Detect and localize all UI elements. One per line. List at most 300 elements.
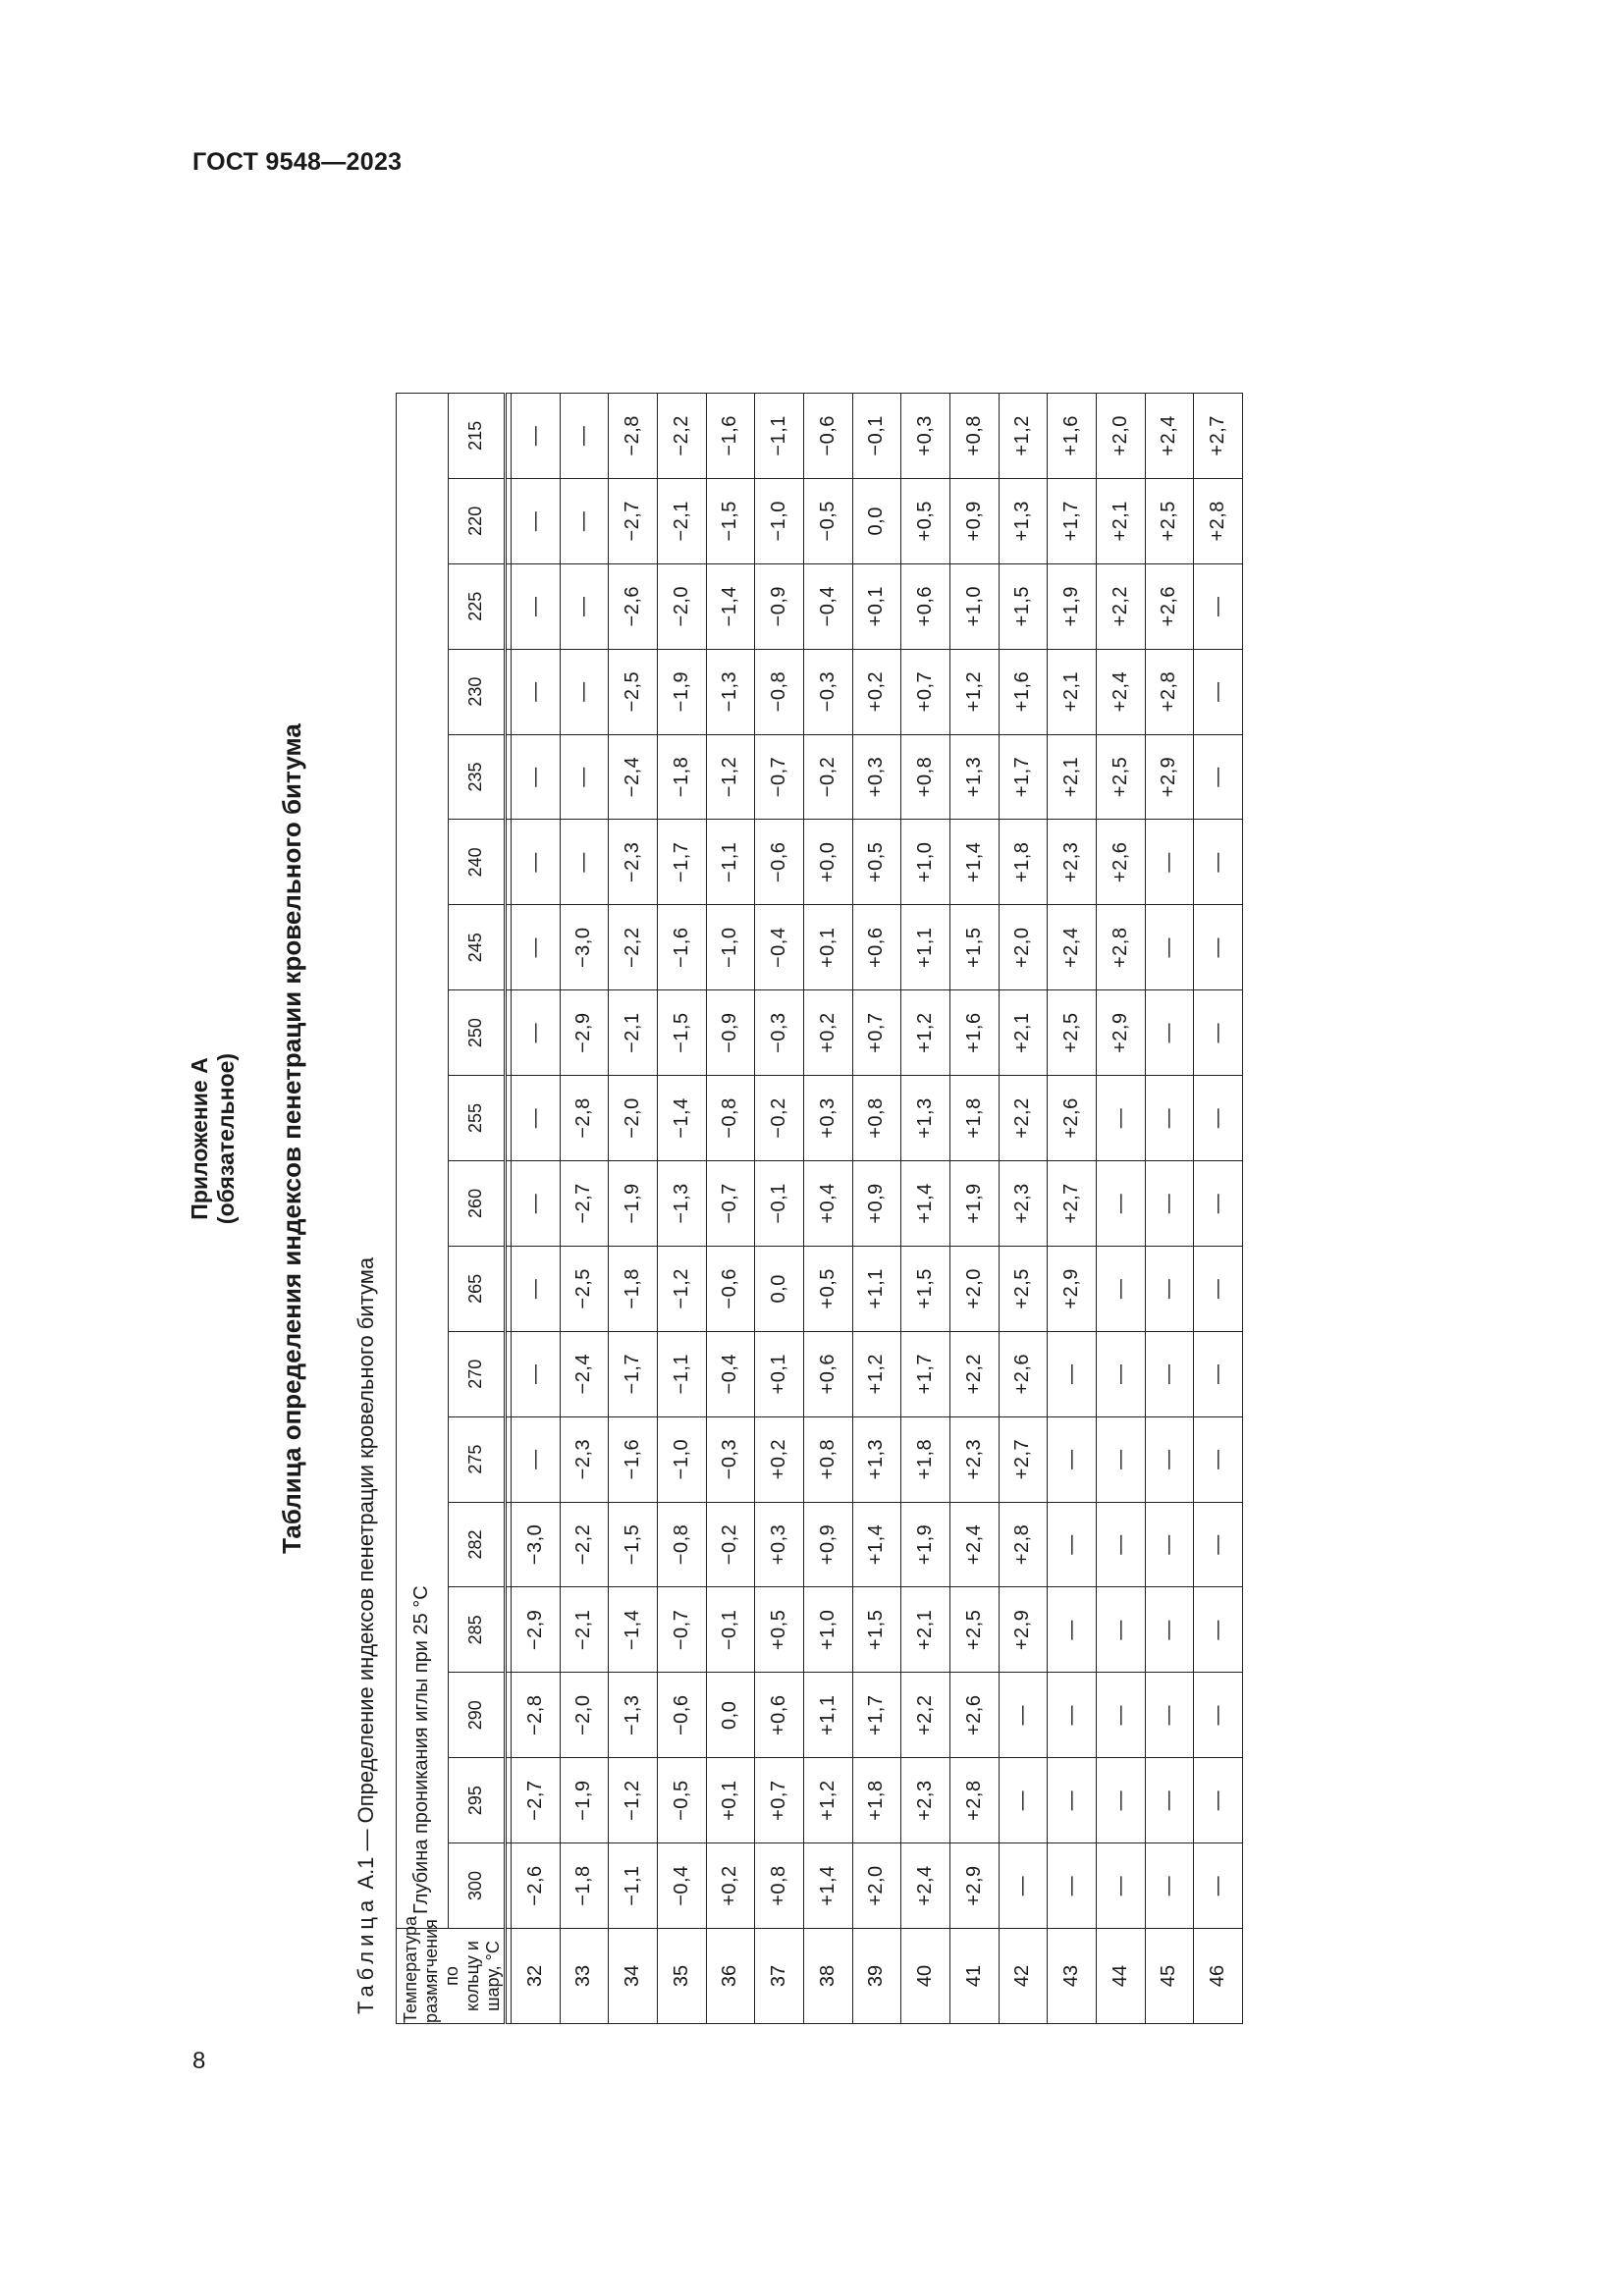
penetration-index-cell: +2,3: [901, 1758, 950, 1843]
penetration-index-cell: +1,8: [949, 1076, 999, 1161]
penetration-index-cell: +2,2: [1096, 563, 1145, 649]
penetration-index-cell: −0,3: [755, 990, 804, 1076]
penetration-index-cell: —: [1096, 1076, 1145, 1161]
penetration-index-cell: +1,4: [901, 1160, 950, 1246]
penetration-index-cell: −0,4: [755, 905, 804, 990]
penetration-index-cell: +0,1: [706, 1758, 755, 1843]
penetration-index-cell: +1,2: [999, 393, 1048, 478]
penetration-index-cell: +1,4: [803, 1843, 852, 1929]
penetration-index-cell: +2,5: [999, 1246, 1048, 1331]
penetration-index-cell: +1,1: [901, 905, 950, 990]
depth-header-cell: 220: [448, 478, 505, 563]
penetration-index-cell: +2,7: [999, 1416, 1048, 1502]
penetration-index-cell: +1,6: [999, 649, 1048, 734]
penetration-index-cell: —: [1096, 1160, 1145, 1246]
penetration-index-cell: +1,5: [901, 1246, 950, 1331]
penetration-index-cell: —: [1145, 820, 1194, 905]
softening-temperature-cell: 42: [999, 1929, 1048, 2024]
penetration-index-cell: −3,0: [512, 1502, 561, 1587]
softening-temperature-cell: 35: [657, 1929, 706, 2024]
penetration-index-cell: −2,0: [560, 1673, 609, 1758]
penetration-index-cell: −0,1: [706, 1587, 755, 1673]
penetration-index-cell: —: [1145, 1587, 1194, 1673]
penetration-index-cell: −3,0: [560, 905, 609, 990]
penetration-index-cell: —: [1048, 1673, 1097, 1758]
penetration-index-cell: —: [1048, 1331, 1097, 1416]
depth-header-cell: 295: [448, 1758, 505, 1843]
penetration-index-cell: −0,4: [657, 1843, 706, 1929]
depth-header-cell: 235: [448, 734, 505, 820]
penetration-index-cell: −1,8: [560, 1843, 609, 1929]
table-row: [1096, 393, 1145, 2023]
table-row: [609, 393, 658, 2023]
penetration-index-cell: −0,3: [706, 1416, 755, 1502]
penetration-index-cell: —: [1194, 1587, 1243, 1673]
penetration-index-cell: −2,8: [609, 393, 658, 478]
penetration-index-cell: +1,1: [852, 1246, 901, 1331]
penetration-index-cell: −0,7: [706, 1160, 755, 1246]
penetration-index-cell: −1,2: [657, 1246, 706, 1331]
penetration-index-cell: −1,0: [706, 905, 755, 990]
penetration-index-cell: −0,7: [755, 734, 804, 820]
penetration-index-cell: +1,3: [852, 1416, 901, 1502]
table-caption-text: — Определение индексов пенетрации кровельного битума: [353, 1256, 378, 1851]
penetration-index-cell: +1,8: [901, 1416, 950, 1502]
penetration-index-cell: —: [512, 393, 561, 478]
penetration-index-cell: +1,8: [852, 1758, 901, 1843]
penetration-index-cell: −0,5: [657, 1758, 706, 1843]
penetration-index-cell: 0,0: [706, 1673, 755, 1758]
penetration-index-cell: −0,2: [706, 1502, 755, 1587]
penetration-index-cell: −2,2: [560, 1502, 609, 1587]
rotated-landscape-content: [187, 216, 1247, 2061]
penetration-index-cell: +0,2: [755, 1416, 804, 1502]
penetration-index-cell: +2,7: [1048, 1160, 1097, 1246]
penetration-index-cell: —: [560, 649, 609, 734]
penetration-index-cell: +1,5: [852, 1587, 901, 1673]
penetration-index-cell: +0,5: [852, 820, 901, 905]
penetration-index-cell: +1,9: [901, 1502, 950, 1587]
table-row: [1145, 393, 1194, 2023]
penetration-index-cell: —: [1145, 1076, 1194, 1161]
depth-header-cell: 215: [448, 393, 505, 478]
penetration-index-cell: +0,3: [803, 1076, 852, 1161]
penetration-index-cell: +0,3: [901, 393, 950, 478]
penetration-index-cell: +0,3: [755, 1502, 804, 1587]
penetration-index-cell: —: [560, 478, 609, 563]
penetration-index-cell: +2,4: [949, 1502, 999, 1587]
penetration-index-cell: —: [1145, 1758, 1194, 1843]
penetration-index-cell: −0,7: [657, 1587, 706, 1673]
penetration-index-cell: 0,0: [755, 1246, 804, 1331]
penetration-index-cell: —: [1145, 1673, 1194, 1758]
penetration-index-cell: —: [1194, 1843, 1243, 1929]
penetration-index-cell: —: [1145, 905, 1194, 990]
penetration-index-cell: —: [560, 393, 609, 478]
penetration-index-cell: +2,6: [949, 1673, 999, 1758]
penetration-index-cell: —: [1194, 1758, 1243, 1843]
softening-temperature-cell: 36: [706, 1929, 755, 2024]
penetration-index-cell: −2,7: [560, 1160, 609, 1246]
table-row: [560, 393, 609, 2023]
depth-header-cell: 225: [448, 563, 505, 649]
penetration-index-cell: +0,7: [901, 649, 950, 734]
penetration-index-cell: +2,0: [949, 1246, 999, 1331]
table-row: [706, 393, 755, 2023]
penetration-index-cell: +2,1: [1096, 478, 1145, 563]
penetration-index-cell: −0,1: [755, 1160, 804, 1246]
appendix-title: Таблица определения индексов пенетрации кровельного битума: [277, 723, 306, 1554]
penetration-index-cell: +2,4: [1096, 649, 1145, 734]
penetration-index-cell: −0,3: [803, 649, 852, 734]
softening-temperature-cell: 38: [803, 1929, 852, 2024]
header-row-top: [397, 393, 449, 2023]
penetration-index-cell: +2,8: [1096, 905, 1145, 990]
penetration-index-cell: −2,1: [609, 990, 658, 1076]
penetration-index-cell: —: [1096, 1758, 1145, 1843]
softening-temperature-cell: 46: [1194, 1929, 1243, 2024]
penetration-index-cell: +0,8: [949, 393, 999, 478]
penetration-index-cell: −2,6: [609, 563, 658, 649]
penetration-index-cell: —: [1194, 820, 1243, 905]
penetration-index-cell: −0,5: [803, 478, 852, 563]
penetration-index-cell: −1,4: [706, 563, 755, 649]
penetration-index-cell: +0,1: [852, 563, 901, 649]
penetration-index-cell: —: [512, 820, 561, 905]
penetration-index-cell: −1,0: [755, 478, 804, 563]
penetration-index-cell: −1,8: [609, 1246, 658, 1331]
penetration-index-cell: +2,4: [1145, 393, 1194, 478]
penetration-index-cell: +1,2: [949, 649, 999, 734]
penetration-index-cell: −0,4: [803, 563, 852, 649]
penetration-index-cell: +1,0: [949, 563, 999, 649]
penetration-index-cell: —: [999, 1758, 1048, 1843]
penetration-index-cell: +2,8: [949, 1758, 999, 1843]
penetration-index-cell: −2,3: [609, 820, 658, 905]
penetration-index-cell: −1,7: [609, 1331, 658, 1416]
penetration-index-cell: +0,0: [803, 820, 852, 905]
penetration-index-cell: +2,9: [1048, 1246, 1097, 1331]
softening-temperature-cell: 37: [755, 1929, 804, 2024]
penetration-index-cell: —: [1048, 1587, 1097, 1673]
table-body: [506, 393, 1243, 2023]
penetration-index-cell: −2,2: [657, 393, 706, 478]
penetration-index-cell: +0,8: [803, 1416, 852, 1502]
penetration-index-cell: +0,3: [852, 734, 901, 820]
penetration-index-cell: −1,1: [609, 1843, 658, 1929]
depth-group-header: Глубина проникания иглы при 25 °С: [397, 393, 449, 1928]
penetration-index-cell: −1,8: [657, 734, 706, 820]
penetration-index-cell: +0,8: [755, 1843, 804, 1929]
penetration-index-cell: —: [512, 1076, 561, 1161]
softening-temperature-cell: 44: [1096, 1929, 1145, 2024]
penetration-index-cell: −0,9: [706, 990, 755, 1076]
penetration-index-cell: +1,6: [1048, 393, 1097, 478]
table-caption: [353, 1257, 379, 2014]
penetration-index-cell: +2,3: [999, 1160, 1048, 1246]
table-caption-prefix: Таблица: [353, 1895, 378, 2014]
penetration-index-cell: −1,3: [609, 1673, 658, 1758]
penetration-index-cell: −0,6: [755, 820, 804, 905]
penetration-index-cell: +0,6: [803, 1331, 852, 1416]
penetration-index-cell: —: [1194, 649, 1243, 734]
penetration-index-cell: −1,9: [609, 1160, 658, 1246]
penetration-index-cell: —: [1194, 563, 1243, 649]
depth-header-cell: 245: [448, 905, 505, 990]
table-row: [657, 393, 706, 2023]
softening-temperature-cell: 40: [901, 1929, 950, 2024]
penetration-index-cell: −1,5: [706, 478, 755, 563]
table-row: [803, 393, 852, 2023]
penetration-index-cell: +2,8: [1194, 478, 1243, 563]
penetration-index-cell: +2,0: [999, 905, 1048, 990]
penetration-index-cell: +0,1: [803, 905, 852, 990]
penetration-index-cell: —: [1145, 1331, 1194, 1416]
penetration-index-cell: −0,6: [803, 393, 852, 478]
depth-values-row: [448, 393, 505, 2023]
penetration-index-cell: −2,1: [657, 478, 706, 563]
penetration-index-cell: +2,0: [1096, 393, 1145, 478]
penetration-index-cell: +1,4: [949, 820, 999, 905]
penetration-index-cell: −1,4: [657, 1076, 706, 1161]
penetration-index-cell: −2,3: [560, 1416, 609, 1502]
penetration-index-cell: −2,4: [560, 1331, 609, 1416]
penetration-index-cell: −1,2: [706, 734, 755, 820]
penetration-index-cell: −2,0: [609, 1076, 658, 1161]
penetration-index-cell: +2,2: [901, 1673, 950, 1758]
appendix-label: Приложение А: [187, 1057, 212, 1220]
depth-header-cell: 270: [448, 1331, 505, 1416]
depth-header-cell: 240: [448, 820, 505, 905]
penetration-index-cell: +1,8: [999, 820, 1048, 905]
penetration-index-cell: +0,5: [901, 478, 950, 563]
penetration-index-cell: +0,4: [803, 1160, 852, 1246]
penetration-index-cell: —: [1048, 1843, 1097, 1929]
table-row: [901, 393, 950, 2023]
penetration-index-cell: +0,9: [852, 1160, 901, 1246]
penetration-index-cell: —: [1048, 1758, 1097, 1843]
penetration-index-cell: +0,9: [949, 478, 999, 563]
penetration-index-cell: —: [512, 1416, 561, 1502]
penetration-index-cell: +1,5: [999, 563, 1048, 649]
penetration-index-cell: +0,6: [901, 563, 950, 649]
penetration-index-cell: −0,2: [803, 734, 852, 820]
depth-header-cell: 250: [448, 990, 505, 1076]
penetration-index-cell: —: [512, 563, 561, 649]
penetration-index-cell: −2,0: [657, 563, 706, 649]
penetration-index-cell: +1,2: [852, 1331, 901, 1416]
penetration-index-cell: +2,4: [1048, 905, 1097, 990]
penetration-index-cell: —: [1194, 734, 1243, 820]
penetration-index-cell: −2,8: [512, 1673, 561, 1758]
penetration-index-cell: +1,6: [949, 990, 999, 1076]
penetration-index-cell: —: [512, 905, 561, 990]
penetration-index-cell: +2,5: [1096, 734, 1145, 820]
penetration-index-cell: —: [1096, 1246, 1145, 1331]
penetration-index-cell: —: [1145, 1246, 1194, 1331]
penetration-index-cell: −1,3: [706, 649, 755, 734]
penetration-index-cell: —: [1145, 1160, 1194, 1246]
penetration-index-cell: +2,6: [1048, 1076, 1097, 1161]
penetration-index-cell: +1,2: [901, 990, 950, 1076]
depth-header-cell: 275: [448, 1416, 505, 1502]
penetration-index-cell: +0,6: [755, 1673, 804, 1758]
penetration-index-cell: −1,6: [657, 905, 706, 990]
penetration-index-cell: —: [1145, 1843, 1194, 1929]
penetration-index-table: [396, 393, 1243, 2024]
penetration-index-cell: +0,1: [755, 1331, 804, 1416]
penetration-index-cell: −2,4: [609, 734, 658, 820]
penetration-index-cell: —: [1194, 905, 1243, 990]
penetration-index-cell: —: [1096, 1673, 1145, 1758]
penetration-index-cell: +2,1: [1048, 649, 1097, 734]
penetration-index-cell: +1,9: [1048, 563, 1097, 649]
table-row: [755, 393, 804, 2023]
penetration-index-cell: —: [1194, 1076, 1243, 1161]
penetration-index-cell: −2,9: [560, 990, 609, 1076]
penetration-index-cell: −1,1: [706, 820, 755, 905]
penetration-index-cell: −1,7: [657, 820, 706, 905]
penetration-index-cell: —: [1194, 1160, 1243, 1246]
penetration-index-cell: +2,8: [999, 1502, 1048, 1587]
penetration-index-cell: −2,6: [512, 1843, 561, 1929]
penetration-index-cell: +2,6: [1145, 563, 1194, 649]
penetration-index-cell: +0,8: [901, 734, 950, 820]
penetration-index-cell: −2,9: [512, 1587, 561, 1673]
softening-temperature-cell: 32: [512, 1929, 561, 2024]
penetration-index-cell: —: [1194, 1246, 1243, 1331]
penetration-index-cell: —: [560, 820, 609, 905]
penetration-index-cell: —: [1194, 1502, 1243, 1587]
penetration-index-cell: +1,5: [949, 905, 999, 990]
penetration-index-cell: +2,6: [999, 1331, 1048, 1416]
penetration-index-cell: −1,1: [755, 393, 804, 478]
penetration-index-cell: −2,1: [560, 1587, 609, 1673]
penetration-index-cell: −1,5: [657, 990, 706, 1076]
penetration-index-cell: −0,6: [657, 1673, 706, 1758]
penetration-index-cell: —: [512, 649, 561, 734]
penetration-index-cell: +1,1: [803, 1673, 852, 1758]
penetration-index-cell: —: [512, 1160, 561, 1246]
penetration-index-cell: −1,6: [706, 393, 755, 478]
depth-header-cell: 265: [448, 1246, 505, 1331]
depth-header-cell: 290: [448, 1673, 505, 1758]
penetration-index-cell: +2,0: [852, 1843, 901, 1929]
appendix-status: (обязательное): [213, 1052, 239, 1225]
table-row: [1048, 393, 1097, 2023]
penetration-index-cell: 0,0: [852, 478, 901, 563]
penetration-index-cell: +0,8: [852, 1076, 901, 1161]
table-row: [852, 393, 901, 2023]
table-row: [512, 393, 561, 2023]
penetration-index-cell: −1,9: [657, 649, 706, 734]
penetration-index-cell: −0,1: [852, 393, 901, 478]
penetration-index-cell: —: [1048, 1416, 1097, 1502]
document-code: ГОСТ 9548—2023: [192, 148, 403, 176]
penetration-index-cell: +2,1: [901, 1587, 950, 1673]
penetration-index-cell: −1,6: [609, 1416, 658, 1502]
penetration-index-cell: −2,8: [560, 1076, 609, 1161]
penetration-index-cell: +2,5: [949, 1587, 999, 1673]
penetration-index-cell: +2,4: [901, 1843, 950, 1929]
penetration-index-cell: +1,9: [949, 1160, 999, 1246]
softening-temperature-cell: 43: [1048, 1929, 1097, 2024]
penetration-index-cell: +0,7: [755, 1758, 804, 1843]
penetration-index-cell: −0,6: [706, 1246, 755, 1331]
penetration-index-cell: +1,7: [852, 1673, 901, 1758]
penetration-index-cell: −1,4: [609, 1587, 658, 1673]
penetration-index-cell: −0,8: [706, 1076, 755, 1161]
penetration-index-cell: —: [999, 1843, 1048, 1929]
depth-header-cell: 230: [448, 649, 505, 734]
penetration-index-cell: +1,0: [803, 1587, 852, 1673]
penetration-index-cell: —: [1096, 1587, 1145, 1673]
penetration-index-cell: +2,1: [999, 990, 1048, 1076]
penetration-index-cell: +1,4: [852, 1502, 901, 1587]
penetration-index-cell: —: [1096, 1416, 1145, 1502]
depth-header-cell: 260: [448, 1160, 505, 1246]
softening-temperature-cell: 45: [1145, 1929, 1194, 2024]
penetration-index-cell: +2,8: [1145, 649, 1194, 734]
penetration-index-cell: +1,7: [1048, 478, 1097, 563]
penetration-index-cell: +0,2: [706, 1843, 755, 1929]
penetration-index-cell: +2,2: [949, 1331, 999, 1416]
penetration-index-cell: +1,7: [999, 734, 1048, 820]
penetration-index-cell: —: [1096, 1331, 1145, 1416]
penetration-index-cell: −1,5: [609, 1502, 658, 1587]
penetration-index-cell: −1,1: [657, 1331, 706, 1416]
penetration-index-cell: +1,7: [901, 1331, 950, 1416]
penetration-index-cell: +0,5: [755, 1587, 804, 1673]
penetration-index-cell: +2,1: [1048, 734, 1097, 820]
table-caption-number: А.1: [353, 1856, 378, 1890]
depth-header-cell: 300: [448, 1843, 505, 1929]
penetration-index-cell: +2,9: [1145, 734, 1194, 820]
corner-header: [397, 1915, 506, 2024]
corner-header-line: Температура: [401, 1915, 420, 2023]
penetration-index-cell: —: [999, 1673, 1048, 1758]
penetration-index-cell: —: [1145, 1502, 1194, 1587]
penetration-index-cell: —: [512, 1246, 561, 1331]
penetration-index-cell: +0,2: [803, 990, 852, 1076]
softening-temperature-cell: 41: [949, 1929, 999, 2024]
penetration-index-cell: —: [1096, 1502, 1145, 1587]
penetration-index-cell: −0,9: [755, 563, 804, 649]
penetration-index-cell: −1,9: [560, 1758, 609, 1843]
penetration-index-cell: −2,2: [609, 905, 658, 990]
depth-header-cell: 255: [448, 1076, 505, 1161]
penetration-index-cell: +2,5: [1145, 478, 1194, 563]
penetration-index-cell: —: [560, 563, 609, 649]
penetration-index-cell: —: [1145, 1416, 1194, 1502]
penetration-index-cell: —: [1048, 1502, 1097, 1587]
penetration-index-cell: +0,9: [803, 1502, 852, 1587]
penetration-index-cell: −0,4: [706, 1331, 755, 1416]
penetration-index-cell: −1,3: [657, 1160, 706, 1246]
penetration-index-cell: +2,7: [1194, 393, 1243, 478]
penetration-index-cell: +2,6: [1096, 820, 1145, 905]
penetration-index-cell: +1,3: [949, 734, 999, 820]
penetration-index-cell: −2,7: [609, 478, 658, 563]
penetration-index-cell: —: [1194, 990, 1243, 1076]
penetration-index-cell: +1,3: [901, 1076, 950, 1161]
penetration-index-cell: −2,5: [560, 1246, 609, 1331]
softening-temperature-cell: 39: [852, 1929, 901, 2024]
table-row: [999, 393, 1048, 2023]
corner-header-line: размягчения по: [421, 1919, 461, 2023]
softening-temperature-cell: 33: [560, 1929, 609, 2024]
penetration-index-cell: +0,2: [852, 649, 901, 734]
